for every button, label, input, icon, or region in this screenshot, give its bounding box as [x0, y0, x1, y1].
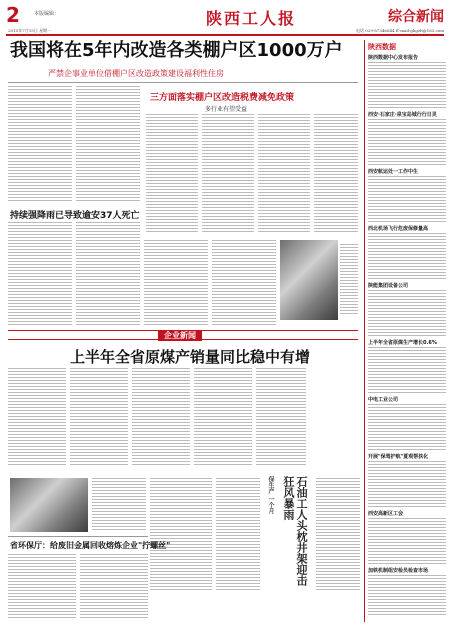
lead-body-col2	[76, 86, 140, 202]
header-meta: 本版编辑：	[34, 11, 60, 17]
right-item	[368, 112, 446, 169]
feature-body-col4	[314, 114, 358, 234]
right-item	[368, 340, 446, 397]
right-item	[368, 55, 446, 112]
mid-story-col	[150, 478, 212, 590]
photo-caption	[340, 244, 358, 314]
second-body-col3	[144, 240, 208, 326]
vertical-subhead: 保生产 一个月	[267, 476, 274, 515]
right-item	[368, 568, 446, 618]
second-body-col2	[76, 222, 140, 326]
enterprise-body-col4	[194, 368, 252, 466]
bottom-photo-caption	[92, 478, 146, 532]
right-item-title: 陕能集团设备公司	[368, 283, 409, 289]
lead-body-col1	[8, 86, 72, 202]
section-tag: 综合新闻	[388, 9, 444, 25]
feature-body-col3	[258, 114, 310, 234]
right-item-title: 西安航运处一工作中生	[368, 169, 419, 175]
feature-body-col2	[202, 114, 254, 234]
right-column-title: 陕西数据	[368, 43, 396, 51]
vertical-story-side	[316, 478, 360, 590]
lead-headline: 我国将在5年内改造各类棚户区1000万户	[10, 40, 343, 61]
bottom-photo	[10, 478, 88, 532]
second-body-col1	[8, 222, 72, 326]
feature-body-col1	[146, 114, 198, 234]
right-item	[368, 226, 446, 283]
right-item-title: 上半年全省原煤生产增长0.6%	[368, 340, 437, 346]
right-column	[364, 40, 446, 622]
right-item-title: 开展"保驾护航"夏观帮扶化	[368, 454, 429, 460]
lead-subhead: 严禁企事业单位借棚户区改造政策建设福利性住房	[48, 69, 224, 78]
right-item	[368, 283, 446, 340]
page-number: 2	[6, 3, 20, 27]
vertical-story-body	[216, 478, 260, 590]
feature-byline: 多行业有望受益	[205, 106, 248, 113]
vertical-story	[262, 476, 312, 596]
contact-line: 电话 029-87346644 E-mail:ghgzb@163.com	[355, 28, 444, 33]
bottom-body-col1	[8, 554, 76, 620]
enterprise-body-col5	[256, 368, 306, 466]
second-headline: 持续强降雨已导致逾安37人死亡	[10, 211, 140, 221]
right-item	[368, 169, 446, 226]
enterprise-body-col2	[70, 368, 128, 466]
right-item-title: 西北机场飞行危废保修量高	[368, 226, 429, 232]
right-item-title: 陕西数据中心发布报告	[368, 55, 419, 61]
date-line: 2015年7月15日 星期一	[8, 28, 52, 33]
enterprise-body-col1	[8, 368, 66, 466]
section-bar-label: 企业新闻	[158, 330, 202, 341]
right-item	[368, 397, 446, 454]
vertical-headline: 石油工人头枕井架迎击狂风暴雨	[282, 476, 308, 586]
right-item-title: 西安高新区工会	[368, 511, 404, 517]
right-item-title: 西安·石家庄·泉宝岛城行行日灵	[368, 112, 437, 118]
feature-headline: 三方面落实棚户区改造税费减免政策	[150, 93, 295, 103]
bottom-body-col2	[80, 554, 148, 620]
right-item	[368, 511, 446, 568]
right-item-title: 加铁机制组安检员检查市场	[368, 568, 429, 574]
section-bar	[8, 330, 358, 340]
paper-title: 陕西工人报	[206, 9, 297, 28]
second-body-col4	[212, 240, 276, 326]
masthead-rule	[6, 34, 444, 36]
enterprise-body-col3	[132, 368, 190, 466]
bottom-headline: 省环保厅：给废旧金属回收熔炼企业"拧螺丝"	[10, 541, 171, 550]
bottom-rule	[8, 536, 148, 537]
lead-rule	[8, 82, 358, 83]
right-item-title: 中电工业公司	[368, 397, 399, 403]
masthead	[6, 4, 444, 32]
enterprise-headline: 上半年全省原煤产销量同比稳中有增	[70, 348, 311, 366]
right-item	[368, 454, 446, 511]
lead-photo	[280, 240, 338, 320]
